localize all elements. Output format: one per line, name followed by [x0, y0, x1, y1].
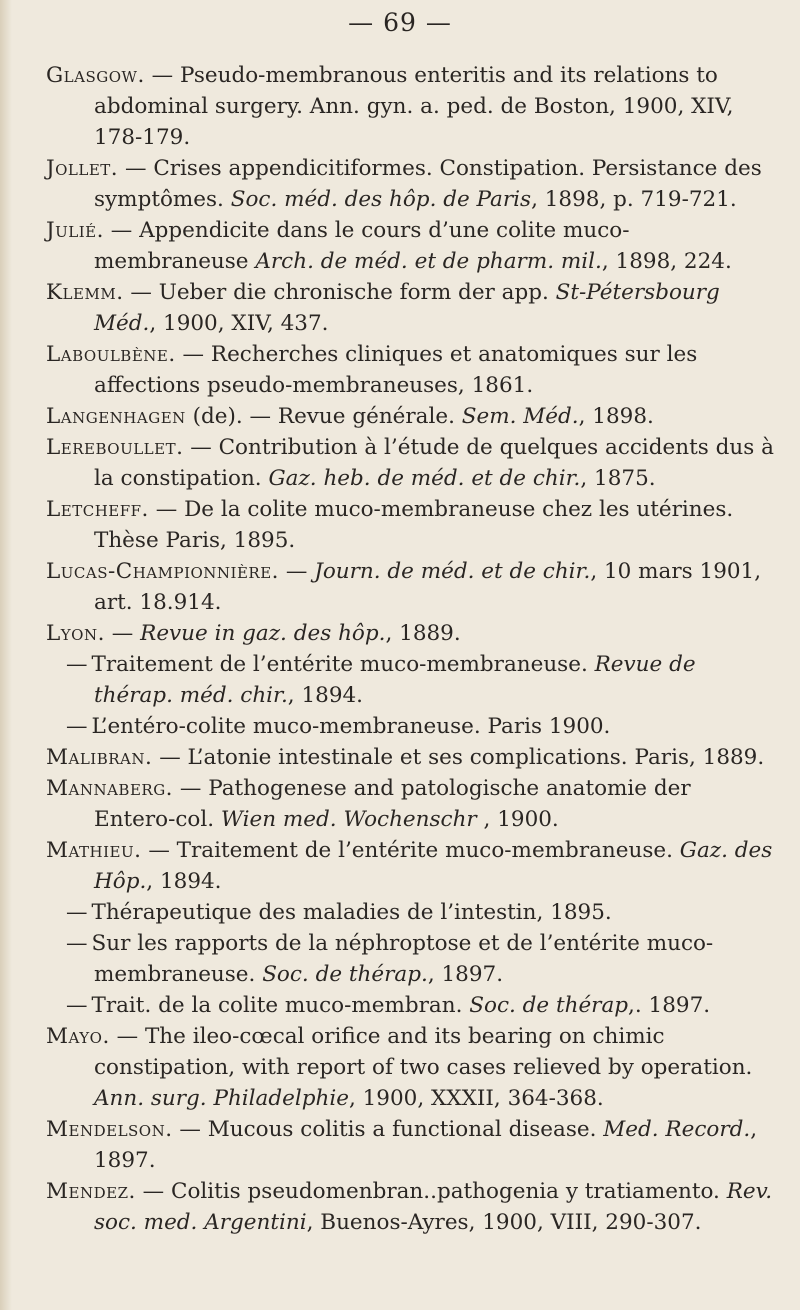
bibliography-entry [46, 711, 774, 742]
entry-text: — Pseudo-membranous enteritis and its relations to abdominal surgery. Ann. gyn. a. ped. de Boston, 1900, XIV, 178-179. [94, 63, 734, 150]
bibliography-entry [46, 277, 774, 339]
bibliography-entry [46, 835, 774, 897]
bibliography-entry [46, 618, 774, 649]
entry-text: Traitement de l’entérite muco-membraneuse. [91, 652, 595, 677]
entry-text: — Recherches cliniques et anatomiques sur les affections pseudo-membraneuses, 1861. [94, 342, 698, 398]
entry-journal: Med. Record. [603, 1117, 751, 1142]
ditto-dash: — [66, 714, 88, 739]
entry-journal: Gaz. heb. de méd. et de chir. [268, 466, 581, 491]
entry-journal: Arch. de méd. et de pharm. mil. [255, 249, 602, 274]
entry-citation: , 1898, 224. [601, 249, 732, 274]
entry-author: Lucas-Championnière. [46, 559, 280, 584]
entry-text: — Mucous colitis a functional disease. [179, 1117, 604, 1142]
entry-journal: Sem. Méd. [461, 404, 579, 429]
entry-author: Jollet. [46, 156, 119, 181]
entry-citation: , 1900, XIV, 437. [149, 311, 329, 336]
page-number: — 69 — [348, 8, 452, 37]
entry-journal: Revue de thérap. méd. chir. [94, 652, 696, 708]
entry-author: Langenhagen [46, 404, 186, 429]
bibliography-entry [46, 742, 774, 773]
entry-journal: Ann. surg. Philadelphie [94, 1086, 349, 1111]
bibliography-list [46, 60, 774, 1238]
bibliography-entry [46, 1021, 774, 1114]
entry-citation: , 1900. [476, 807, 559, 832]
page-edge-shadow [0, 0, 12, 1310]
bibliography-entry [46, 215, 774, 277]
entry-journal: Revue in gaz. des hôp. [140, 621, 386, 646]
entry-citation: , 1875. [580, 466, 656, 491]
entry-text: — De la colite muco-membraneuse chez les utérines. Thèse Paris, 1895. [94, 497, 734, 553]
entry-author: Julié. [46, 218, 104, 243]
entry-author: Lyon. [46, 621, 105, 646]
entry-journal: Soc. méd. des hôp. de Paris [230, 187, 532, 212]
entry-author: Mayo. [46, 1024, 110, 1049]
entry-text: — Pathogenese and patologische anatomie der Entero-col. [94, 776, 691, 832]
entry-journal: Rev. soc. med. Argentini [94, 1179, 773, 1235]
entry-text: — The ileo-cœcal orifice and its bearing on chimic constipation, with report of two cases relieved by operation. [94, 1024, 753, 1080]
entry-author: Malibran. [46, 745, 153, 770]
entry-citation: , 1900, XXXII, 364-368. [348, 1086, 604, 1111]
entry-text: — Crises appendicitiformes. Constipation. Persistance des symptômes. [94, 156, 762, 212]
bibliography-entry [46, 990, 774, 1021]
entry-author: Mendez. [46, 1179, 136, 1204]
ditto-dash: — [66, 931, 88, 956]
entry-text: — Colitis pseudomenbran..pathogenia y tratiamento. [142, 1179, 727, 1204]
entry-author: Laboulbène. [46, 342, 176, 367]
entry-text: — [111, 621, 141, 646]
entry-citation: ,. 1897. [628, 993, 711, 1018]
entry-text: Trait. de la colite muco-membran. [91, 993, 470, 1018]
entry-citation: , 1898. [578, 404, 654, 429]
entry-citation: , 10 mars 1901, art. 18.914. [94, 559, 762, 615]
bibliography-entry [46, 649, 774, 711]
entry-journal: Soc. de thérap [469, 993, 629, 1018]
entry-text: — Contribution à l’étude de quelques accidents dus à la constipation. [94, 435, 774, 491]
entry-author: Klemm. [46, 280, 124, 305]
bibliography-entry [46, 773, 774, 835]
entry-journal: Journ. de méd. et de chir. [314, 559, 591, 584]
entry-text: — L’atonie intestinale et ses complications. Paris, 1889. [159, 745, 765, 770]
entry-citation: , 1898, p. 719-721. [531, 187, 737, 212]
bibliography-entry [46, 928, 774, 990]
entry-journal: Soc. de thérap. [262, 962, 428, 987]
ditto-dash: — [66, 993, 88, 1018]
bibliography-entry [46, 339, 774, 401]
entry-text: Thérapeutique des maladies de l’intestin, 1895. [91, 900, 612, 925]
entry-journal: Gaz. des Hôp. [94, 838, 773, 894]
entry-author: Mendelson. [46, 1117, 173, 1142]
entry-author: Mannaberg. [46, 776, 174, 801]
entry-text: (de). — Revue générale. [192, 404, 462, 429]
entry-author: Mathieu. [46, 838, 142, 863]
entry-journal: Wien med. Wochenschr [220, 807, 477, 832]
bibliography-entry [46, 494, 774, 556]
bibliography-entry [46, 1176, 774, 1238]
entry-text: — Appendicite dans le cours d’une colite muco-membraneuse [94, 218, 630, 274]
entry-text: — Ueber die chronische form der app. [130, 280, 556, 305]
entry-citation: , 1894. [146, 869, 222, 894]
bibliography-entry [46, 432, 774, 494]
entry-text: Sur les rapports de la néphroptose et de l’entérite muco-membraneuse. [91, 931, 714, 987]
entry-citation: , 1897. [94, 1117, 758, 1173]
entry-citation: , 1897. [427, 962, 504, 987]
entry-text: L’entéro-colite muco-membraneuse. Paris 1900. [91, 714, 611, 739]
bibliography-entry [46, 897, 774, 928]
entry-author: Glasgow. [46, 63, 145, 88]
entry-journal: St-Pétersbourg Méd. [94, 280, 720, 336]
bibliography-entry [46, 1114, 774, 1176]
ditto-dash: — [66, 900, 88, 925]
bibliography-entry [46, 556, 774, 618]
entry-citation: , 1894. [287, 683, 364, 708]
entry-author: Lereboullet. [46, 435, 184, 460]
bibliography-entry [46, 401, 774, 432]
entry-text: — [285, 559, 315, 584]
bibliography-entry [46, 153, 774, 215]
bibliography-entry [46, 60, 774, 153]
ditto-dash: — [66, 652, 88, 677]
entry-citation: , 1889. [385, 621, 461, 646]
entry-author: Letcheff. [46, 497, 149, 522]
entry-citation: , Buenos-Ayres, 1900, VIII, 290-307. [306, 1210, 702, 1235]
entry-text: — Traitement de l’entérite muco-membraneuse. [148, 838, 680, 863]
